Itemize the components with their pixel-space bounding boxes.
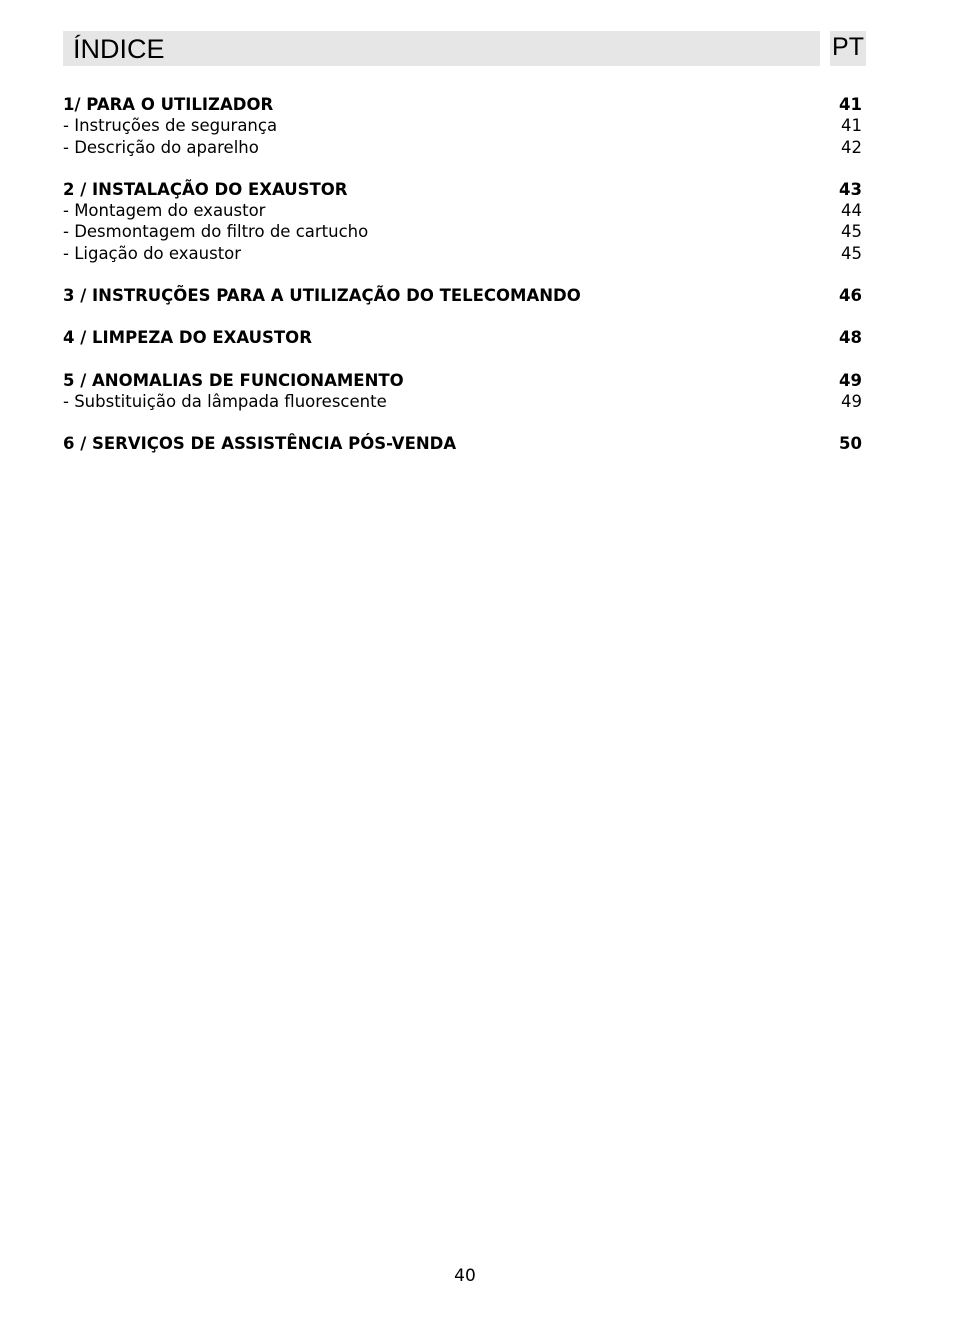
toc-heading-title: 3 / INSTRUÇÕES PARA A UTILIZAÇÃO DO TELECOMANDO — [63, 286, 581, 306]
toc-heading-title: 2 / INSTALAÇÃO DO EXAUSTOR — [63, 179, 348, 199]
toc-heading[interactable] — [63, 433, 862, 454]
toc-item[interactable] — [63, 243, 862, 264]
title-bar — [63, 31, 820, 66]
toc-item[interactable] — [63, 137, 862, 158]
toc-item-label: - Descrição do aparelho — [63, 137, 259, 157]
toc-item-label: - Ligação do exaustor — [63, 243, 242, 263]
toc-section — [63, 285, 862, 306]
toc-section — [63, 179, 862, 264]
language-code: PT — [832, 33, 864, 61]
toc-item[interactable] — [63, 391, 862, 412]
language-badge — [830, 31, 866, 66]
toc-heading[interactable] — [63, 94, 862, 115]
toc-section — [63, 433, 862, 454]
toc-heading-title: 5 / ANOMALIAS DE FUNCIONAMENTO — [63, 370, 404, 390]
page-number: 40 — [454, 1266, 476, 1286]
toc-heading-title: 1/ PARA O UTILIZADOR — [63, 95, 274, 114]
toc-heading-page: 49 — [839, 370, 862, 390]
toc-item-page: 45 — [841, 243, 862, 263]
toc-heading[interactable] — [63, 327, 862, 348]
toc-heading[interactable] — [63, 285, 862, 306]
toc-heading-title: 6 / SERVIÇOS DE ASSISTÊNCIA PÓS-VENDA — [63, 434, 457, 454]
toc-item-page: 41 — [841, 116, 862, 136]
toc-heading[interactable] — [63, 179, 862, 200]
toc-item-page: 44 — [841, 201, 862, 221]
toc-item-label: - Substituição da lâmpada fluorescente — [63, 391, 387, 411]
toc-item[interactable] — [63, 221, 862, 242]
table-of-contents — [63, 94, 862, 476]
toc-heading-page: 41 — [839, 95, 862, 114]
page-title: ÍNDICE — [73, 34, 165, 64]
toc-heading-page: 50 — [839, 434, 862, 454]
toc-item-page: 42 — [841, 137, 862, 157]
toc-heading-title: 4 / LIMPEZA DO EXAUSTOR — [63, 328, 312, 348]
toc-section — [63, 370, 862, 413]
toc-item[interactable] — [63, 115, 862, 136]
toc-heading-page: 43 — [839, 179, 862, 199]
toc-item-label: - Montagem do exaustor — [63, 201, 266, 221]
toc-heading[interactable] — [63, 370, 862, 391]
toc-heading-page: 46 — [839, 286, 862, 306]
toc-section — [63, 94, 862, 158]
toc-item-label: - Desmontagem do filtro de cartucho — [63, 222, 369, 242]
toc-item-page: 49 — [841, 391, 862, 411]
toc-item-page: 45 — [841, 222, 862, 242]
toc-item-label: - Instruções de segurança — [63, 116, 278, 136]
toc-item[interactable] — [63, 200, 862, 221]
toc-section — [63, 327, 862, 348]
toc-heading-page: 48 — [839, 328, 862, 348]
